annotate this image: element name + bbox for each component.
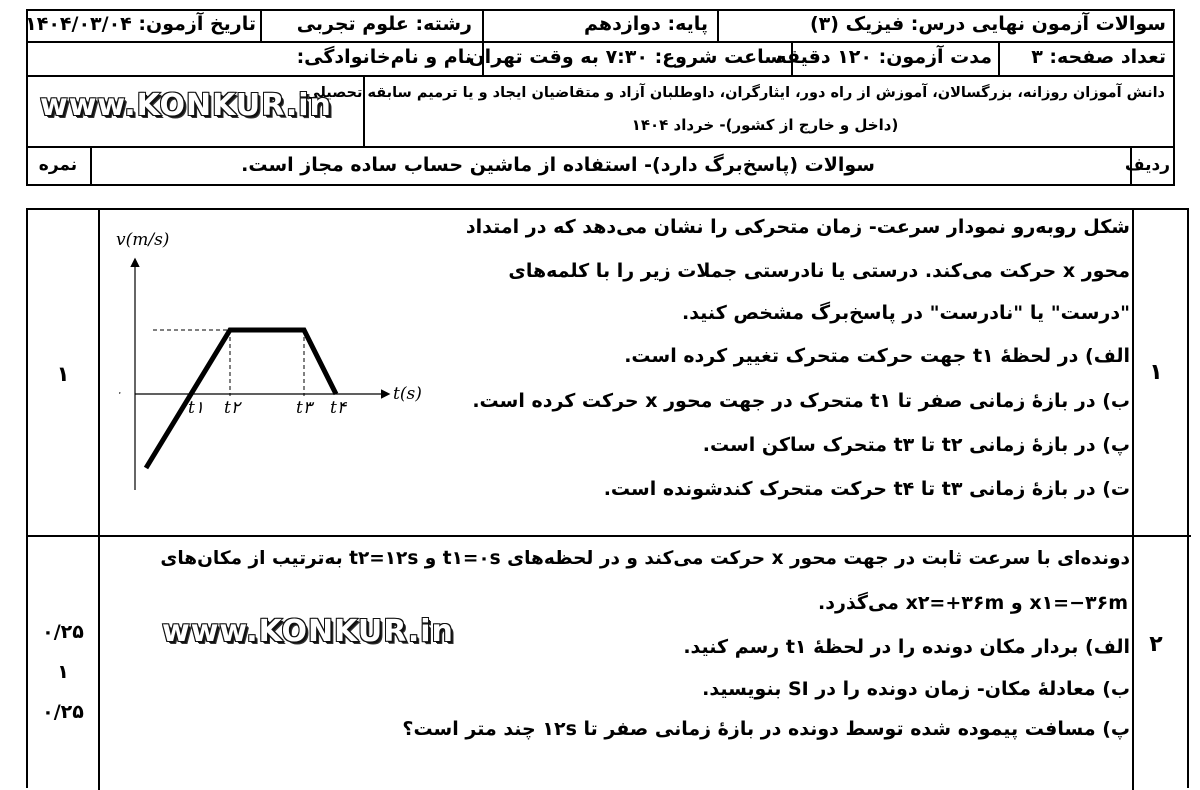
question-1-item-d: ت) در بازهٔ زمانی t۳ تا t۴ حرکت متحرک کندشونده است. (603, 478, 1130, 500)
question-1-text (465, 214, 1130, 514)
start-time: ساعت شروع: ۷:۳۰ به وقت تهران (468, 46, 783, 68)
question-2-line-2: x۱=−۳۶m و x۲=+۳۶m می‌گذرد. (818, 592, 1128, 614)
row-number-header: ردیف (1124, 155, 1170, 175)
graph-y-label: v(m/s) (116, 230, 170, 250)
watermark-logo-question: www.KONKUR.in (162, 614, 454, 649)
question-2-item-c: پ) مسافت پیموده شده توسط دونده در بازهٔ زمانی صفر تا ۱۲s چند متر است؟ (402, 718, 1130, 740)
audience-line-2: (داخل و خارج از کشور)- خرداد ۱۴۰۴ (631, 116, 899, 134)
audience-line-1: دانش آموزان روزانه، بزرگسالان، آموزش از راه دور، ایثارگران، داوطلبان آزاد و متقاضیان ایجاد و یا ترمیم سابقه تحصیلی (305, 85, 1165, 101)
question-2-number: ۲ (1149, 632, 1163, 657)
graph-t2-label: t۲ (224, 398, 240, 418)
page-count: تعداد صفحه: ۳ (1031, 46, 1166, 68)
graph-t3-label: t۳ (296, 398, 312, 418)
instructions-text: سوالات (پاسخ‌برگ دارد)- استفاده از ماشین حساب ساده مجاز است. (241, 154, 875, 176)
question-2-text (100, 546, 1130, 766)
velocity-time-graph (108, 220, 448, 520)
question-2-item-a: الف) بردار مکان دونده را در لحظهٔ t۱ رسم کنید. (683, 636, 1130, 658)
graph-origin-label: ۰ (116, 386, 122, 399)
question-2-item-b: ب) معادلهٔ مکان- زمان دونده را در SI بنویسید. (702, 678, 1130, 700)
exam-title: سوالات آزمون نهایی درس: فیزیک (۳) (809, 13, 1166, 35)
question-2-score-b: ۱ (57, 661, 69, 683)
question-1-score: ۱ (56, 362, 70, 386)
field-label: رشته: علوم تجربی (296, 13, 472, 35)
watermark-logo-header: www.KONKUR.in (40, 88, 332, 123)
student-name-label: نام و نام‌خانوادگی: (296, 46, 472, 68)
graph-x-label: t(s) (393, 384, 422, 404)
question-1-item-c: پ) در بازهٔ زمانی t۲ تا t۳ متحرک ساکن است. (702, 434, 1130, 456)
question-1-line-2: محور x حرکت می‌کند. درستی یا نادرستی جملات زیر را با کلمه‌های (508, 260, 1130, 282)
question-2-line-1: دونده‌ای با سرعت ثابت در جهت محور x حرکت می‌کند و در لحظه‌های t۱=۰s و t۲=۱۲s به‌ترتیب از مکان‌های (160, 548, 1130, 569)
question-2-score-a: ۰/۲۵ (42, 621, 84, 643)
question-1-number: ۱ (1149, 360, 1163, 385)
graph-t1-label: t۱ (188, 398, 204, 418)
exam-date: تاریخ آزمون: ۱۴۰۴/۰۳/۰۴ (25, 13, 256, 35)
question-1-item-a: الف) در لحظهٔ t۱ جهت حرکت متحرک تغییر کرده است. (624, 345, 1130, 367)
question-2-score-c: ۰/۲۵ (42, 701, 84, 723)
score-header: نمره (38, 155, 78, 175)
question-1-line-3: "درست" یا "نادرست" در پاسخ‌برگ مشخص کنید. (681, 302, 1130, 324)
graph-svg (108, 220, 448, 520)
exam-duration: مدت آزمون: ۱۲۰ دقیقه (775, 46, 992, 68)
question-1-item-b: ب) در بازهٔ زمانی صفر تا t۱ متحرک در جهت محور x حرکت کرده است. (472, 390, 1130, 412)
question-1-line-1: شکل روبه‌رو نمودار سرعت- زمان متحرکی را نشان می‌دهد که در امتداد (465, 216, 1130, 238)
grade-label: پایه: دوازدهم (584, 13, 708, 35)
graph-t4-label: t۴ (330, 398, 346, 418)
